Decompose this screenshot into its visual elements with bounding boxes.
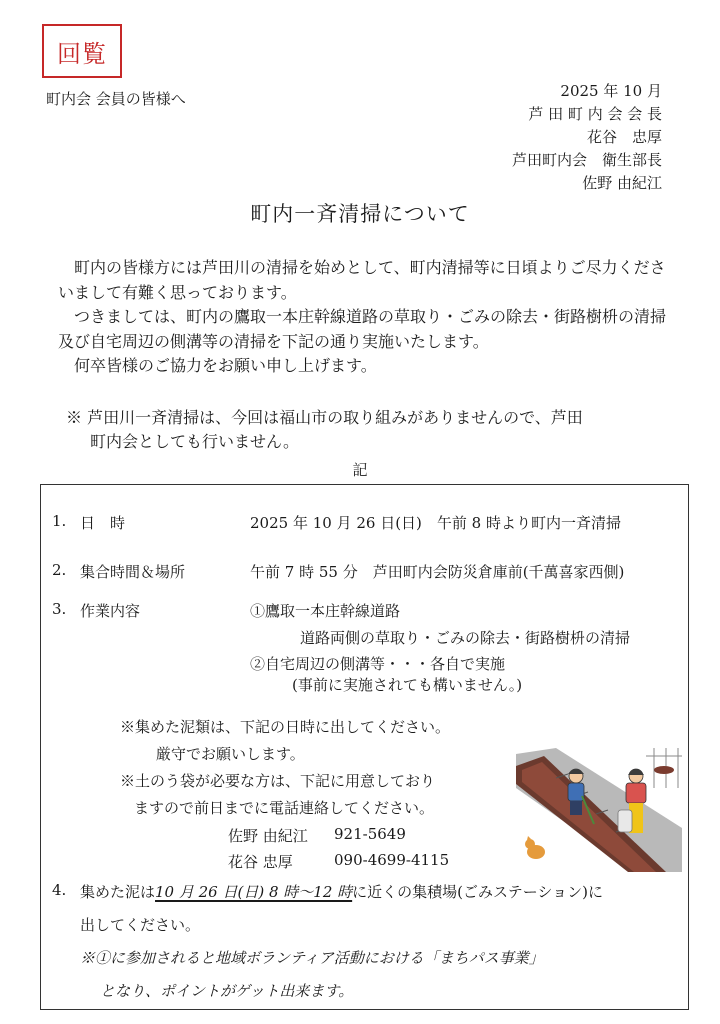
circulation-stamp: 回覧 bbox=[42, 24, 122, 78]
item-text-pre: 集めた泥は bbox=[80, 883, 156, 901]
item-number: 1. bbox=[52, 512, 67, 530]
notice-line: ※ 芦田川一斉清掃は、今回は福山市の取り組みがありませんので、芦田 bbox=[66, 408, 583, 427]
document-title: 町内一斉清掃について bbox=[250, 202, 470, 226]
issue-date: 2025 年 10 月 bbox=[560, 82, 662, 100]
item-label: 集合時間＆場所 bbox=[80, 563, 186, 581]
volunteer-point-note: となり、ポイントがゲット出来ます。 bbox=[100, 982, 354, 1000]
mud-instruction: ※集めた泥類は、下記の日時に出してください。 bbox=[120, 718, 451, 736]
item-value: 午前 7 時 55 分 芦田町内会防災倉庫前(千萬喜家西側) bbox=[250, 563, 625, 581]
item-label: 日 時 bbox=[80, 514, 126, 532]
contact-name: 花谷 忠厚 bbox=[228, 853, 293, 871]
body-paragraph: 何卒皆様のご協力をお願い申し上げます。 bbox=[74, 356, 377, 375]
contact-name: 佐野 由紀江 bbox=[228, 827, 308, 845]
item-value: 2025 年 10 月 26 日(日) 午前 8 時より町内一斉清掃 bbox=[250, 514, 621, 532]
item-text-line2: 出してください。 bbox=[80, 916, 201, 934]
sender-name-2: 佐野 由紀江 bbox=[582, 174, 662, 192]
sandbag-instruction: ますので前日までに電話連絡してください。 bbox=[134, 799, 435, 817]
item-label: 作業内容 bbox=[80, 602, 141, 620]
item-number: 2. bbox=[52, 561, 67, 579]
item-text bbox=[80, 881, 603, 902]
work-item-a: ①鷹取一本庄幹線道路 bbox=[250, 602, 401, 620]
body-paragraph: つきましては、町内の鷹取一本庄幹線道路の草取り・ごみの除去・街路樹枡の清掃及び自宅周辺の側溝等の清掃を下記の通り実施いたします。 bbox=[58, 307, 667, 351]
body-text bbox=[58, 256, 678, 379]
work-item-a-detail: 道路両側の草取り・ごみの除去・街路樹枡の清掃 bbox=[300, 629, 631, 647]
addressee: 町内会 会員の皆様へ bbox=[46, 90, 186, 108]
cleaning-illustration bbox=[516, 748, 682, 872]
item-text-post: に近くの集積場(ごみステーション)に bbox=[352, 883, 603, 901]
sender-title: 芦 田 町 内 会 会 長 bbox=[528, 105, 662, 123]
mud-instruction: 厳守でお願いします。 bbox=[156, 745, 305, 763]
contact-phone: 921-5649 bbox=[334, 825, 406, 843]
sender-title-2: 芦田町内会 衛生部長 bbox=[511, 151, 662, 169]
contact-phone: 090-4699-4115 bbox=[334, 851, 450, 869]
ki-heading: 記 bbox=[352, 461, 368, 479]
body-paragraph: 町内の皆様方には芦田川の清掃を始めとして、町内清掃等に日頃よりご尽力くださいまして有難く思っております。 bbox=[58, 258, 666, 302]
disposal-deadline: 10 月 26 日(日) 8 時〜12 時 bbox=[155, 883, 353, 901]
item-number: 4. bbox=[52, 881, 67, 899]
volunteer-point-note: ※①に参加されると地域ボランティア活動における「まちパス事業」 bbox=[80, 949, 544, 967]
notice-line: 町内会としても行いません。 bbox=[90, 432, 299, 451]
item-number: 3. bbox=[52, 600, 67, 618]
work-item-b-detail: (事前に実施されても構いません。) bbox=[292, 676, 523, 694]
sandbag-instruction: ※土のう袋が必要な方は、下記に用意しており bbox=[120, 772, 436, 790]
sender-name: 花谷 忠厚 bbox=[586, 128, 662, 146]
notice bbox=[66, 406, 583, 454]
work-item-b: ②自宅周辺の側溝等・・・各自で実施 bbox=[250, 655, 506, 673]
sender-block bbox=[512, 80, 662, 195]
